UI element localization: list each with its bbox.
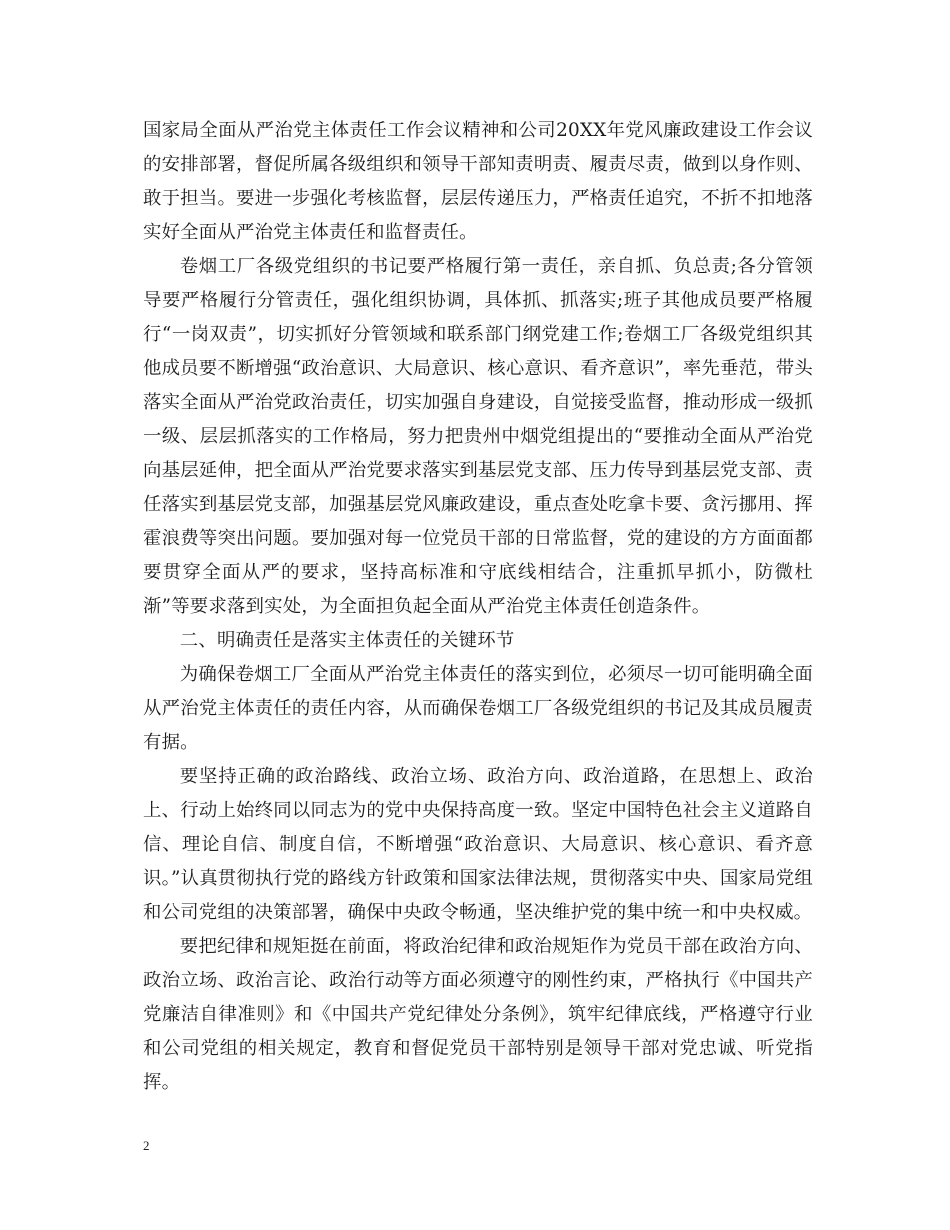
paragraph-1: 国家局全面从严治党主体责任工作会议精神和公司20XX年党风廉政建设工作会议的安排部署，督促所属各级组织和领导干部知责明责、履责尽责，做到以身作则、敢于担当。要进一步强化考核监督，层层传递压力，严格责任追究，不折不扣地落实好全面从严治党主体责任和监督责任。	[143, 120, 813, 243]
paragraph-4: 要坚持正确的政治路线、政治立场、政治方向、政治道路，在思想上、政治上、行动上始终同以同志为的党中央保持高度一致。坚定中国特色社会主义道路自信、理论自信、制度自信，不断增强“政治意识、大局意识、核心意识、看齐意识。”认真贯彻执行党的路线方针政策和国家法律法规，贯彻落实中央、国家局党组和公司党组的决策部署，确保中央政令畅通，坚决维护党的集中统一和中央权威。	[143, 766, 813, 923]
document-body	[143, 114, 813, 1100]
paragraph-2: 卷烟工厂各级党组织的书记要严格履行第一责任，亲自抓、负总责;各分管领导要严格履行分管责任，强化组织协调，具体抓、抓落实;班子其他成员要严格履行“一岗双责”，切实抓好分管领域和联系部门纲党建工作;卷烟工厂各级党组织其他成员要不断增强“政治意识、大局意识、核心意识、看齐意识”，率先垂范，带头落实全面从严治党政治责任，切实加强自身建设，自觉接受监督，推动形成一级抓一级、层层抓落实的工作格局，努力把贵州中烟党组提出的“要推动全面从严治党向基层延伸，把全面从严治党要求落实到基层党支部、压力传导到基层党支部、责任落实到基层党支部，加强基层党风廉政建设，重点查处吃拿卡要、贪污挪用、挥霍浪费等突出问题。要加强对每一位党员干部的日常监督，党的建设的方方面面都要贯穿全面从严的要求，坚持高标准和守底线相结合，注重抓早抓小，防微杜渐”等要求落到实处，为全面担负起全面从严治党主体责任创造条件。	[143, 256, 813, 617]
paragraph-3: 为确保卷烟工厂全面从严治党主体责任的落实到位，必须尽一切可能明确全面从严治党主体责任的责任内容，从而确保卷烟工厂各级党组织的书记及其成员履责有据。	[143, 664, 813, 753]
page-number: 2	[143, 1138, 150, 1153]
paragraph-5: 要把纪律和规矩挺在前面，将政治纪律和政治规矩作为党员干部在政治方向、政治立场、政治言论、政治行动等方面必须遵守的刚性约束，严格执行《中国共产党廉洁自律准则》和《中国共产党纪律处分条例》，筑牢纪律底线，严格遵守行业和公司党组的相关规定，教育和督促党员干部特别是领导干部对党忠诚、听党指挥。	[143, 936, 813, 1093]
section-heading: 二、明确责任是落实主体责任的关键环节	[179, 630, 515, 651]
